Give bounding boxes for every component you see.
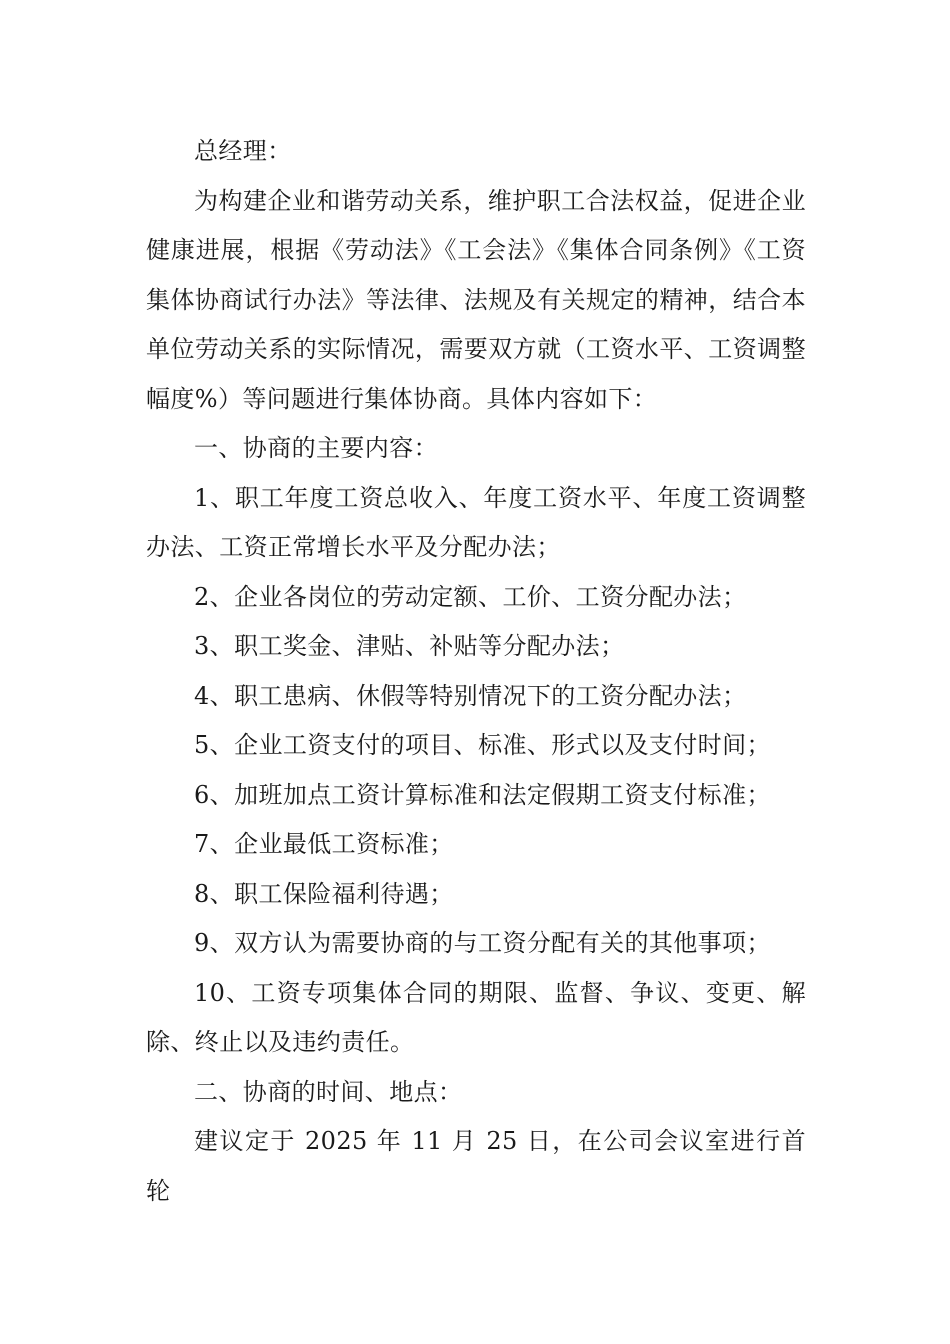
intro-paragraph: 为构建企业和谐劳动关系，维护职工合法权益，促进企业健康进展，根据《劳动法》《工会法》《集体合同条例》《工资集体协商试行办法》等法律、法规及有关规定的精神，结合本单位劳动关系的实际情况，需要双方就（工资水平、工资调整幅度%）等问题进行集体协商。具体内容如下： xyxy=(146,186,806,413)
list-item-10: 10、工资专项集体合同的期限、监督、争议、变更、解除、终止以及违约责任。 xyxy=(146,978,806,1056)
section-heading-time-place: 二、协商的时间、地点： xyxy=(194,1077,463,1106)
list-item-6: 6、加班加点工资计算标准和法定假期工资支付标准； xyxy=(194,780,771,809)
list-item-3: 3、职工奖金、津贴、补贴等分配办法； xyxy=(194,632,625,660)
list-item-1: 1、职工年度工资总收入、年度工资水平、年度工资调整办法、工资正常增长水平及分配办法； xyxy=(146,483,806,561)
salutation: 总经理： xyxy=(194,137,292,165)
list-item-7: 7、企业最低工资标准； xyxy=(194,830,454,858)
document-body xyxy=(146,127,806,1216)
list-item-2: 2、企业各岗位的劳动定额、工价、工资分配办法； xyxy=(194,582,747,611)
time-place-paragraph: 建议定于 2025 年 11 月 25 日，在公司会议室进行首轮 xyxy=(146,1127,806,1205)
list-item-9: 9、双方认为需要协商的与工资分配有关的其他事项； xyxy=(194,929,771,957)
list-item-5: 5、企业工资支付的项目、标准、形式以及支付时间； xyxy=(194,731,771,759)
section-heading-content: 一、协商的主要内容： xyxy=(194,434,438,462)
list-item-8: 8、职工保险福利待遇； xyxy=(194,879,454,908)
list-item-4: 4、职工患病、休假等特别情况下的工资分配办法； xyxy=(194,681,747,710)
